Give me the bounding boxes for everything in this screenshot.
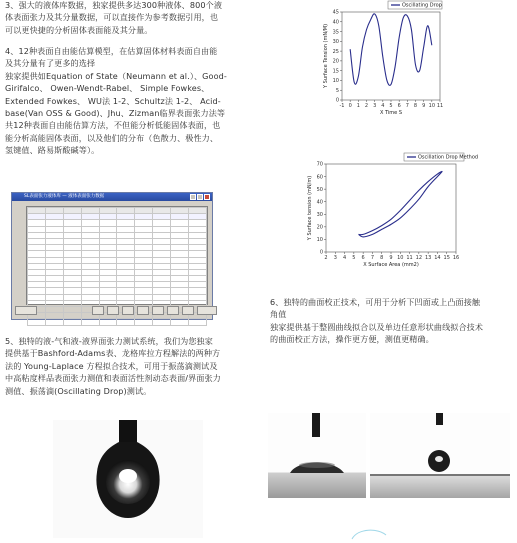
section-5-text: [5, 335, 253, 397]
window-nav-buttons: [92, 306, 217, 315]
sphere-drop-image: [370, 413, 510, 498]
text-line: Girifalco、 Owen-Wendt-Rabel、 Simple Fowkes、: [5, 83, 210, 94]
liquid-data-grid[interactable]: [26, 206, 208, 305]
x-tick-label: 7: [405, 103, 409, 109]
legend-label: Oscillation Drop Method: [418, 154, 479, 161]
partial-figure: [350, 524, 390, 538]
y-axis-label: Y Surface tension (mN/m): [307, 175, 313, 241]
x-tick-label: 8: [380, 255, 384, 261]
y-tick-label: 40: [316, 199, 323, 206]
x-tick-label: 4: [381, 103, 385, 109]
x-tick-label: 8: [413, 103, 418, 109]
x-tick-label: 7: [370, 255, 375, 261]
window-button[interactable]: [107, 306, 119, 315]
table-row[interactable]: [28, 319, 207, 325]
y-tick-label: 15: [332, 68, 339, 75]
x-tick-label: 3: [373, 103, 377, 109]
window-button[interactable]: [152, 306, 164, 315]
x-tick-label: 10: [397, 255, 404, 261]
x-tick-label: 2: [324, 255, 328, 261]
text-line: 的曲面校正方法，操作更方便，测值更精确。: [270, 334, 434, 345]
x-tick-label: 14: [434, 255, 441, 261]
x-tick-label: 16: [452, 255, 460, 261]
text-line: 4、12种表面自由能估算模型，在估算固体材料表面自由能: [5, 46, 218, 56]
text-line: 氢键值、路易斯酸碱等）。: [5, 145, 100, 156]
y-tick-label: 50: [316, 186, 323, 193]
y-tick-label: 10: [332, 78, 339, 85]
sessile-drop-image: [268, 413, 366, 498]
x-tick-label: 11: [406, 255, 413, 261]
pendant-drop-image: [53, 420, 203, 538]
text-line: 共12种表面自由能估算方法，不但能分析低能固体表面，也: [5, 120, 221, 131]
text-line: 3、强大的液体库数据，独家提供多达300种液体、800个液: [5, 0, 223, 10]
text-line: 6、独特的曲面校正技术，可用于分析下凹面或上凸面接触: [270, 297, 481, 307]
text-line: 可以更快捷的分析固体表面能及其分量。: [5, 24, 153, 35]
sessile-drop-graphic: [268, 413, 366, 498]
y-axis-label: Y Surface Tension (mN/M): [323, 23, 329, 89]
close-icon[interactable]: [204, 194, 210, 200]
legend-label: Oscillating Drop: [402, 2, 442, 9]
text-line: 能分析高能固体表面，以及他们的分布（色散力、极性力、: [5, 132, 219, 143]
text-line: 独家提供如Equation of State（Neumann et al.）、Good-: [5, 70, 227, 81]
window-button[interactable]: [182, 306, 194, 315]
text-line: 法的 Young-Laplace 方程拟合技术，可用于振荡滴测试及: [5, 360, 218, 371]
y-tick-label: 25: [332, 48, 339, 55]
x-tick-label: 13: [424, 255, 432, 261]
window-button[interactable]: [137, 306, 149, 315]
x-tick-label: 6: [361, 255, 365, 261]
y-tick-label: 35: [332, 29, 339, 36]
grid-cell: [99, 319, 117, 325]
series-line: [350, 14, 432, 86]
x-axis-label: X Surface Area (mm2): [363, 262, 419, 268]
grid-cell: [63, 319, 81, 325]
grid-cell: [135, 319, 153, 325]
x-tick-label: 5: [352, 255, 356, 261]
y-tick-label: 30: [316, 211, 323, 218]
x-tick-label: 4: [342, 255, 347, 261]
window-toolbar: [15, 306, 37, 315]
series-line: [359, 171, 443, 236]
minimize-icon[interactable]: [190, 194, 196, 200]
x-tick-label: 0: [348, 103, 352, 109]
x-tick-label: 3: [333, 255, 337, 261]
window-button[interactable]: [197, 306, 217, 315]
y-tick-label: 10: [316, 237, 323, 244]
x-tick-label: 9: [422, 103, 426, 109]
x-axis-label: X Time S: [379, 110, 403, 116]
grid-cell: [28, 319, 46, 325]
y-tick-label: 45: [332, 9, 339, 16]
text-line: 5、独特的液-气和液-液界面张力测试系统，我们为您独家: [5, 336, 213, 346]
x-tick-label: 5: [389, 103, 393, 109]
x-tick-label: 1: [356, 103, 360, 109]
oscillation-drop-method-chart: [292, 150, 479, 272]
y-tick-label: 0: [335, 97, 339, 104]
text-line: 体表面张力及其分量数据，可以直接作为参考数据引用，也: [5, 12, 219, 23]
x-tick-label: 12: [415, 255, 423, 261]
grid-cell: [81, 319, 99, 325]
x-tick-label: 15: [443, 255, 450, 261]
pendant-drop-graphic: [53, 420, 203, 538]
arc-graphic: [350, 525, 390, 539]
y-tick-label: 20: [332, 58, 339, 65]
text-line: 角值: [270, 309, 287, 320]
software-window: [11, 192, 213, 320]
y-tick-label: 40: [332, 19, 339, 26]
plot-frame: [342, 12, 440, 100]
text-line: 测值、振荡滴(Oscillating Drop)测试。: [5, 385, 152, 396]
text-line: Extended Fowkes、 WU法 1-2、Schultz法 1-2、 Acid-: [5, 95, 221, 106]
y-tick-label: 20: [316, 224, 323, 231]
text-line: base(Van OSS & Good)、Jhu、Zizman临界表面张力法等: [5, 108, 226, 119]
grid-cell: [171, 319, 189, 325]
y-tick-label: 5: [335, 87, 339, 94]
x-tick-label: 10: [428, 103, 436, 109]
window-button[interactable]: [167, 306, 179, 315]
y-tick-label: 30: [332, 39, 339, 46]
grid-cell: [189, 319, 207, 325]
y-tick-label: 70: [316, 161, 323, 168]
section-4-text: [5, 45, 251, 157]
window-title: SL表面张力液体库 — 液体表面张力数据: [24, 194, 105, 199]
section-6-text: [270, 296, 516, 346]
window-button[interactable]: [92, 306, 104, 315]
x-tick-label: 2: [364, 103, 369, 109]
window-button[interactable]: [15, 306, 37, 315]
x-tick-label: 6: [397, 103, 401, 109]
y-tick-label: 0: [319, 249, 323, 256]
oscillating-drop-chart: [320, 0, 445, 118]
x-tick-label: 11: [436, 103, 444, 109]
window-title-bar: [12, 193, 212, 201]
grid-cell: [45, 319, 63, 325]
sphere-drop-graphic: [370, 413, 510, 498]
text-line: 独家提供基于整圆曲线拟合以及单边任意形状曲线拟合技术: [270, 321, 484, 332]
maximize-icon[interactable]: [197, 194, 203, 200]
section-3-text: [5, 0, 251, 36]
text-line: 中高粘度样品表面张力测值和表面活性剂动态表面/界面张力: [5, 373, 221, 384]
text-line: 及其分量有了更多的选择: [5, 58, 96, 69]
x-tick-label: 9: [389, 255, 393, 261]
grid-cell: [117, 319, 135, 325]
text-line: 提供基于Bashford-Adams表、龙格库拉方程解法的两种方: [5, 348, 221, 359]
x-tick-label: -1: [339, 103, 345, 109]
grid-cell: [153, 319, 171, 325]
y-tick-label: 60: [316, 174, 323, 181]
window-button[interactable]: [122, 306, 134, 315]
